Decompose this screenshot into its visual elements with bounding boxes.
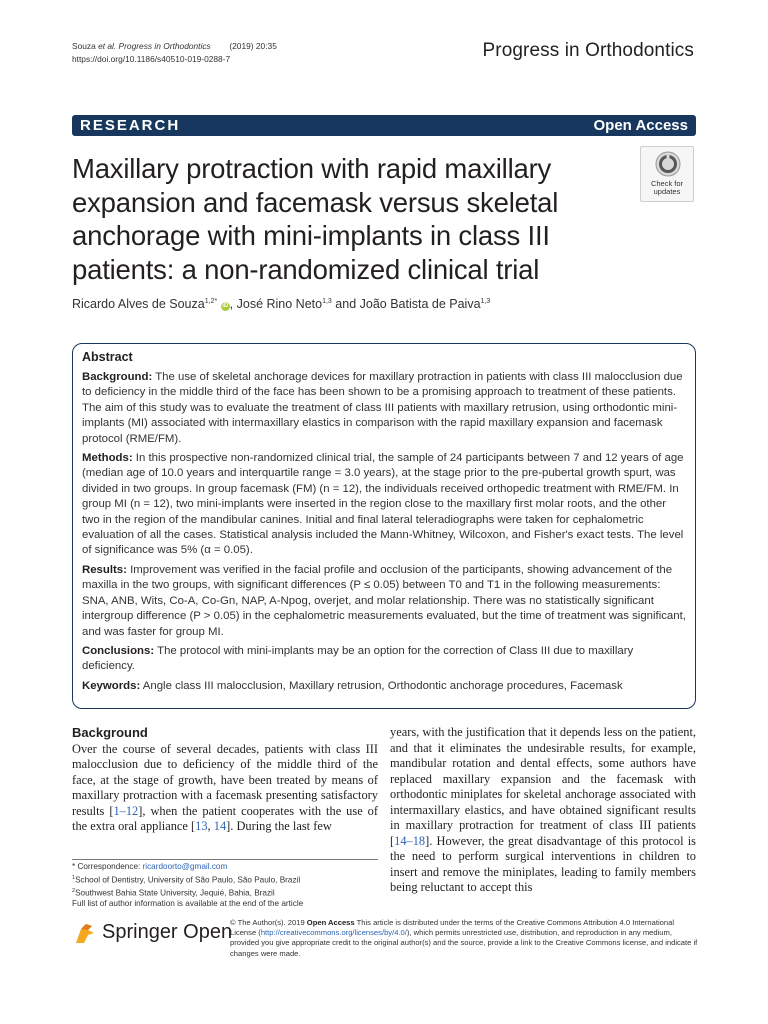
- research-banner: [72, 115, 696, 136]
- author-list: Ricardo Alves de Souza$^{1,2*}$ iD , José Rino Neto$^{1,3}$ and João Batista de Paiva$^{1,3}$: [72, 297, 491, 311]
- body-paragraph: years, with the justification that it depends less on the patient, and that it eliminates the undesirable results, for example, mandibular rotation and dental effects, some authors have replaced maxillary expansion and the facemask with orthodontic miniplates for skeletal anchorage associated with intermaxillary elastics, and have obtained significant results in maxillary protraction for treatment of class III patients [14–18]. However, the great disadvantage of this protocol is the need to perform surgical interventions in children to insert and remove the miniplates, leading to family members being reluctant to accept this: [390, 725, 696, 894]
- springer-horse-icon: [72, 921, 98, 947]
- license-url-link[interactable]: http://creativecommons.org/licenses/by/4.0/: [260, 928, 407, 938]
- article-title: Maxillary protraction with rapid maxillary expansion and facemask versus skeletal anchorage with mini-implants in class III patients: a non-randomized clinical trial: [72, 153, 559, 285]
- abstract-results: Results: Improvement was verified in the facial profile and occlusion of the participants, showing advancement of the maxilla in the two groups, with significant differences (P ≤ 0.05) between T0 and T1 in the following measurements: SNA, ANB, Wits, Co-A, Co-Gn, NAP, A-Npog, overjet, and molar relationship. There was no statistically significant intergroup difference (P > 0.05) in the cephalometric measurements evaluated, but the time of treatment was significant, and was faster for group MI.: [82, 563, 686, 638]
- abstract-heading: Abstract: [82, 350, 133, 364]
- license-text: © The Author(s). 2019 Open Access This article is distributed under the terms of the Creative Commons Attribution 4.0 International License (http://creativecommons.org/licenses/by/4.0/), which permits unrestricted use, distribution, and reproduction in any medium, provided you give appropriate credit to the original author(s) and the source, provide a link to the Creative Commons license, and indicate if changes were made.: [230, 918, 698, 958]
- doi-link[interactable]: https://doi.org/10.1186/s40510-019-0288-7: [72, 54, 231, 64]
- citation-link[interactable]: 13: [195, 819, 208, 833]
- footnote-divider: [72, 859, 378, 860]
- body-paragraph: Over the course of several decades, patients with class III malocclusion due to deficiency of the middle third of the face, at the stage of growth, have been treated by means of maxillary protraction with a facemask presenting satisfactory results [1–12], when the patient cooperates with the use of the extra oral appliance [13, 14]. During the last few: [72, 741, 378, 833]
- section-heading-background: Background: [72, 725, 148, 740]
- abstract-conclusions: Conclusions: The protocol with mini-implants may be an option for the correction of Class III due to maxillary deficiency.: [82, 644, 634, 673]
- body-column-right: [390, 725, 696, 896]
- citation-link[interactable]: 14: [213, 819, 227, 833]
- abstract-box: [72, 343, 696, 709]
- correspondence-email-link[interactable]: ricardoorto@gmail.com: [142, 862, 228, 871]
- journal-name: Progress in Orthodontics: [482, 40, 694, 61]
- citation-link[interactable]: 14–18: [394, 833, 426, 848]
- check-for-updates-badge[interactable]: Check for updates: [640, 146, 694, 202]
- check-for-updates-icon: [655, 151, 681, 177]
- body-column-left: [72, 725, 378, 835]
- abstract-keywords: Keywords: Angle class III malocclusion, Maxillary retrusion, Orthodontic anchorage procedures, Facemask: [82, 679, 623, 692]
- open-access-label: Open Access: [593, 117, 688, 134]
- orcid-icon[interactable]: iD: [222, 303, 229, 309]
- footnotes: * Correspondence: ricardoorto@gmail.com $^1$School of Dentistry, University of São Paulo, São Paulo, Brazil $^2$Southwest Bahia State University, Jequié, Bahia, Brazil Full list of author information is available at the end of the article: [72, 859, 378, 910]
- abstract-background: Background: The use of skeletal anchorage devices for maxillary protraction in patients with class III malocclusion due to deficiency in the middle third of the face has been shown to be a promising approach to treatment of these patients. The aim of this study was to evaluate the treatment of class III patients with maxillary retrusion, using orthodontic mini-implants (MI) associated with intermaxillary elastics in comparison with the rapid maxillary expansion and facemask protocol (RME/FM).: [82, 371, 683, 445]
- abstract-methods: Methods: In this prospective non-randomized clinical trial, the sample of 24 participants between 7 and 12 years of age (median age of 10.0 years and interquartile range = 3.0 years), at the stage prior to the pre-pubertal growth spurt, was divided in two groups. In group facemask (FM) (n = 12), the individuals received orthopedic treatment with RME/FM. In group MI (n = 12), two mini-implants were inserted in the region close to the maxillary first molar roots, and the other two in the region of the mandibular canines. Initial and final lateral teleradiographs were taken for cephalometric evaluation of all the cases. Statistical analysis included the Mann-Whitney, Wilcoxon, and Fisher's exact tests. The level of significance was 5% (α = 0.05).: [82, 452, 684, 557]
- citation-link[interactable]: 1–12: [113, 803, 139, 818]
- citation-header: Souza et al. Progress in Orthodontics (2019) 20:35 https://doi.org/10.1186/s40510-019-0288-7: [72, 41, 277, 64]
- article-type: RESEARCH: [80, 117, 181, 134]
